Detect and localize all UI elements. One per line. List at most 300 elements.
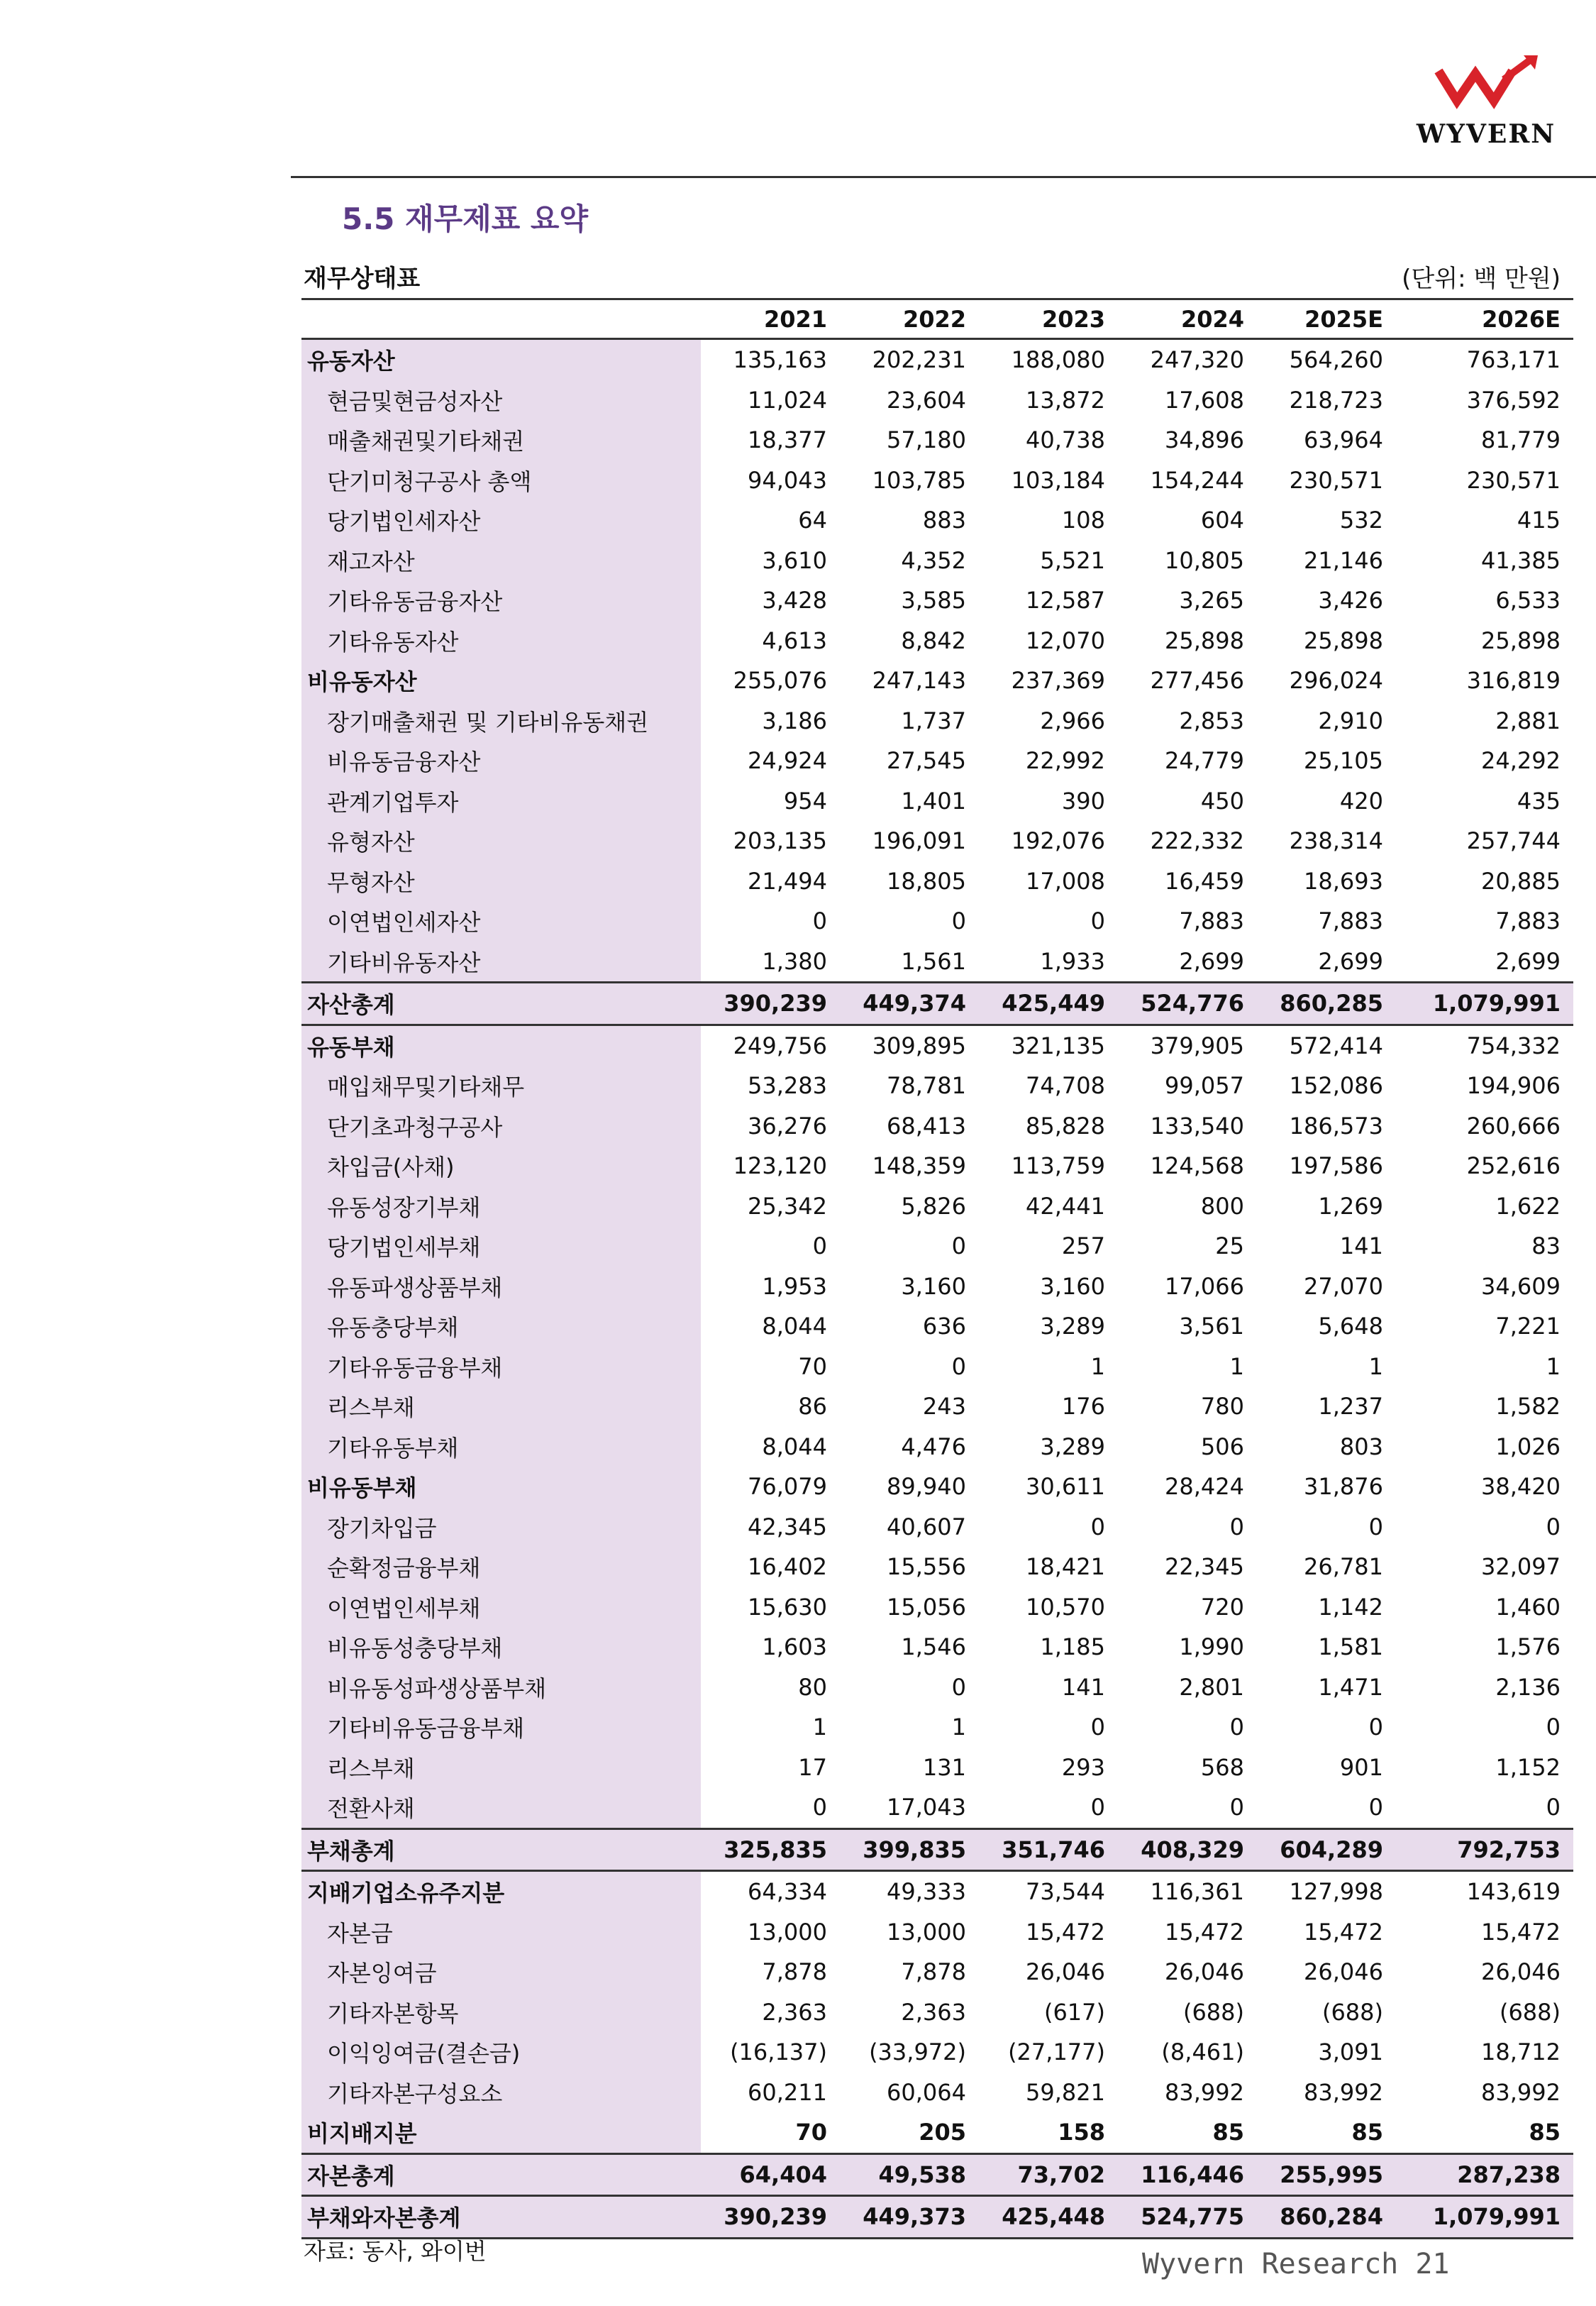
value-cell: 15,472 (1026, 1918, 1105, 1946)
row-label: 관계기업투자 (301, 781, 701, 822)
value-cell: 1 (1546, 1352, 1561, 1380)
value-cell: 1,737 (901, 707, 966, 734)
row-label: 당기법인세부채 (301, 1226, 701, 1267)
value-cell: 7,883 (1179, 907, 1244, 935)
value-cell: 22,992 (1026, 747, 1105, 775)
value-cell: 36,276 (748, 1112, 827, 1140)
row-label: 유동자산 (301, 339, 701, 380)
value-cell: 202,231 (872, 346, 966, 374)
value-cell: 1,079,991 (1396, 983, 1573, 1025)
value-cell: 247,320 (1150, 346, 1244, 374)
value-cell: 420 (1339, 787, 1383, 815)
value-cell: (688) (1499, 1998, 1561, 2026)
value-cell: 2,853 (1179, 707, 1244, 734)
value-cell: 27,545 (887, 747, 966, 775)
value-cell: 0 (1229, 1714, 1244, 1741)
value-cell: 1,622 (1495, 1192, 1561, 1220)
value-cell: 83 (1531, 1232, 1561, 1260)
row-label: 기타자본구성요소 (301, 2073, 701, 2113)
value-cell: 325,835 (701, 1828, 840, 1871)
value-cell: 13,000 (887, 1918, 966, 1946)
value-cell: 0 (812, 1232, 827, 1260)
column-header: 2022 (840, 299, 979, 339)
table-row (301, 1347, 1573, 1387)
value-cell: 13,000 (748, 1918, 827, 1946)
value-cell: 42,441 (1026, 1192, 1105, 1220)
value-cell: 64,404 (701, 2153, 840, 2196)
table-row (301, 741, 1573, 781)
row-label: 이연법인세자산 (301, 901, 701, 942)
value-cell: 1,953 (762, 1272, 827, 1300)
table-row (301, 1912, 1573, 1953)
value-cell: 17,043 (840, 1787, 979, 1828)
row-label: 차입금(사채) (301, 1146, 701, 1186)
value-cell: 255,076 (733, 667, 827, 695)
table-row (301, 1427, 1573, 1467)
value-cell: 1 (1229, 1352, 1244, 1380)
value-cell: (617) (1043, 1998, 1105, 2026)
value-cell: 379,905 (1150, 1032, 1244, 1059)
value-cell: 10,805 (1165, 546, 1244, 574)
value-cell: 1,603 (762, 1633, 827, 1661)
row-label: 기타유동금융자산 (301, 580, 701, 621)
row-label: 단기초과청구공사 (301, 1106, 701, 1147)
value-cell: 18,693 (1304, 867, 1383, 895)
value-cell: 2,699 (1257, 942, 1396, 983)
value-cell: 506 (1200, 1433, 1244, 1460)
source-note: 자료: 동사, 와이번 (304, 2238, 487, 2265)
value-cell: 15,472 (1165, 1918, 1244, 1946)
value-cell: 197,586 (1289, 1152, 1383, 1180)
row-label: 유동성장기부채 (301, 1186, 701, 1227)
row-label: 이익잉여금(결손금) (301, 2032, 701, 2073)
value-cell: 0 (1090, 1513, 1105, 1540)
value-cell: 287,238 (1396, 2153, 1573, 2196)
value-cell: 78,781 (887, 1072, 966, 1100)
value-cell: 63,964 (1304, 426, 1383, 454)
row-label: 기타유동금융부채 (301, 1347, 701, 1387)
value-cell: 15,630 (748, 1593, 827, 1621)
value-cell: 2,699 (1118, 942, 1257, 983)
row-label: 기타유동부채 (301, 1427, 701, 1467)
value-cell: 12,070 (1026, 627, 1105, 654)
table-row (301, 1828, 1573, 1871)
table-row (301, 942, 1573, 983)
table-row (301, 1507, 1573, 1548)
header-label-cell (301, 299, 701, 339)
value-cell: 20,885 (1481, 867, 1561, 895)
row-label: 단기미청구공사 총액 (301, 460, 701, 501)
value-cell: 32,097 (1481, 1553, 1561, 1581)
value-cell: 636 (922, 1313, 966, 1340)
value-cell: 230,571 (1289, 466, 1383, 494)
value-cell: 70 (798, 1352, 827, 1380)
value-cell: 1,581 (1318, 1633, 1383, 1661)
value-cell: 86 (798, 1393, 827, 1420)
value-cell: 1 (951, 1714, 966, 1741)
table-row (301, 781, 1573, 822)
value-cell: 252,616 (1466, 1152, 1561, 1180)
value-cell: 80 (798, 1673, 827, 1701)
table-row (301, 1226, 1573, 1267)
value-cell: 1,401 (901, 787, 966, 815)
value-cell: 4,613 (762, 627, 827, 654)
logo-text: WYVERN (1416, 119, 1556, 149)
value-cell: 0 (701, 1787, 840, 1828)
value-cell: 243 (922, 1393, 966, 1420)
column-header: 2025E (1257, 299, 1396, 339)
table-title: 재무상태표 (304, 265, 421, 293)
value-cell: 408,329 (1118, 1828, 1257, 1871)
value-cell: 148,359 (872, 1152, 966, 1180)
value-cell: 0 (951, 1232, 966, 1260)
value-cell: 60,064 (887, 2078, 966, 2106)
value-cell: 1,561 (840, 942, 979, 983)
value-cell: 524,775 (1118, 2196, 1257, 2239)
value-cell: 2,881 (1495, 707, 1561, 734)
value-cell: 4,476 (901, 1433, 966, 1460)
value-cell: (33,972) (869, 2039, 966, 2066)
value-cell: 425,448 (979, 2196, 1118, 2239)
value-cell: 0 (1396, 1787, 1573, 1828)
value-cell: 247,143 (872, 667, 966, 695)
value-cell: 1 (1090, 1352, 1105, 1380)
value-cell: 40,607 (887, 1513, 966, 1540)
value-cell: 27,070 (1304, 1272, 1383, 1300)
value-cell: 1,380 (701, 942, 840, 983)
value-cell: (688) (1182, 1998, 1244, 2026)
value-cell: 0 (1546, 1714, 1561, 1741)
value-cell: 1 (1368, 1352, 1383, 1380)
value-cell: 604,289 (1257, 1828, 1396, 1871)
column-header: 2024 (1118, 299, 1257, 339)
value-cell: 0 (1229, 1513, 1244, 1540)
value-cell: 316,819 (1466, 667, 1561, 695)
value-cell: 17,608 (1165, 386, 1244, 414)
value-cell: 1,460 (1495, 1593, 1561, 1621)
value-cell: 0 (979, 1787, 1118, 1828)
value-cell: 309,895 (872, 1032, 966, 1059)
value-cell: 141 (1339, 1232, 1383, 1260)
value-cell: 0 (1090, 907, 1105, 935)
row-label: 자본총계 (301, 2153, 701, 2196)
value-cell: 203,135 (733, 827, 827, 855)
column-header: 2023 (979, 299, 1118, 339)
table-row (301, 2196, 1573, 2239)
value-cell: 7,883 (1318, 907, 1383, 935)
value-cell: 196,091 (872, 827, 966, 855)
value-cell: 127,998 (1289, 1878, 1383, 1906)
table-row (301, 1146, 1573, 1186)
row-label: 이연법인세부채 (301, 1587, 701, 1628)
value-cell: 16,402 (748, 1553, 827, 1581)
value-cell: 3,426 (1318, 587, 1383, 614)
value-cell: 800 (1200, 1192, 1244, 1220)
value-cell: 4,352 (901, 546, 966, 574)
value-cell: 435 (1517, 787, 1561, 815)
wyvern-logo (1408, 55, 1564, 155)
row-label: 순확정금융부채 (301, 1547, 701, 1587)
table-row (301, 861, 1573, 902)
value-cell: 7,221 (1495, 1313, 1561, 1340)
value-cell: 13,872 (1026, 386, 1105, 414)
value-cell: 3,160 (1040, 1272, 1105, 1300)
value-cell: 2,136 (1495, 1673, 1561, 1701)
value-cell: 3,289 (1040, 1313, 1105, 1340)
table-row (301, 420, 1573, 460)
table-row (301, 1667, 1573, 1708)
value-cell: 194,906 (1466, 1072, 1561, 1100)
value-cell: 25,105 (1304, 747, 1383, 775)
table-row (301, 701, 1573, 741)
row-label: 비유동부채 (301, 1467, 701, 1507)
value-cell: 143,619 (1466, 1878, 1561, 1906)
value-cell: 218,723 (1289, 386, 1383, 414)
value-cell: 1,269 (1318, 1192, 1383, 1220)
value-cell: 103,785 (872, 466, 966, 494)
row-label: 비유동금융자산 (301, 741, 701, 781)
value-cell: 18,377 (748, 426, 827, 454)
value-cell: 2,801 (1179, 1673, 1244, 1701)
value-cell: 390 (1061, 787, 1105, 815)
value-cell: 3,091 (1318, 2039, 1383, 2066)
value-cell: 763,171 (1466, 346, 1561, 374)
value-cell: 64,334 (748, 1878, 827, 1906)
value-cell: 94,043 (748, 466, 827, 494)
value-cell: 26,046 (1304, 1958, 1383, 1986)
row-label: 유동파생상품부채 (301, 1267, 701, 1307)
value-cell: 449,374 (840, 983, 979, 1025)
value-cell: 124,568 (1150, 1152, 1244, 1180)
table-row (301, 339, 1573, 380)
value-cell: 23,604 (887, 386, 966, 414)
table-row (301, 2032, 1573, 2073)
value-cell: 3,561 (1179, 1313, 1244, 1340)
value-cell: 0 (951, 1673, 966, 1701)
table-row (301, 2073, 1573, 2113)
table-row (301, 1186, 1573, 1227)
value-cell: 255,995 (1257, 2153, 1396, 2196)
value-cell: 24,779 (1165, 747, 1244, 775)
value-cell: 1,546 (901, 1633, 966, 1661)
value-cell: 18,712 (1481, 2039, 1561, 2066)
table-header-row (301, 299, 1573, 339)
value-cell: 1,079,991 (1396, 2196, 1573, 2239)
row-label: 지배기업소유주지분 (301, 1871, 701, 1912)
row-label: 전환사채 (301, 1787, 701, 1828)
value-cell: 49,333 (887, 1878, 966, 1906)
page-footer: Wyvern Research 21 (1142, 2248, 1450, 2280)
value-cell: 7,883 (1495, 907, 1561, 935)
value-cell: (27,177) (1008, 2039, 1105, 2066)
value-cell: 3,585 (901, 587, 966, 614)
value-cell: 532 (1339, 507, 1383, 534)
value-cell: 1,933 (979, 942, 1118, 983)
table-row (301, 1952, 1573, 1992)
value-cell: 3,186 (762, 707, 827, 734)
value-cell: 18,805 (887, 867, 966, 895)
row-label: 기타자본항목 (301, 1992, 701, 2033)
value-cell: 205 (840, 2112, 979, 2153)
value-cell: 15,056 (887, 1593, 966, 1621)
table-row (301, 580, 1573, 621)
table-row (301, 1025, 1573, 1066)
value-cell: 24,924 (748, 747, 827, 775)
value-cell: 103,184 (1011, 466, 1105, 494)
value-cell: 3,428 (762, 587, 827, 614)
table-row (301, 1386, 1573, 1427)
value-cell: 780 (1200, 1393, 1244, 1420)
value-cell: 60,211 (748, 2078, 827, 2106)
value-cell: 2,363 (901, 1998, 966, 2026)
value-cell: 0 (1090, 1714, 1105, 1741)
value-cell: 415 (1517, 507, 1561, 534)
value-cell: 40,738 (1026, 426, 1105, 454)
value-cell: 257 (1061, 1232, 1105, 1260)
table-row (301, 1627, 1573, 1667)
value-cell: 188,080 (1011, 346, 1105, 374)
value-cell: 257,744 (1466, 827, 1561, 855)
value-cell: 1,471 (1318, 1673, 1383, 1701)
value-cell: 74,708 (1026, 1072, 1105, 1100)
value-cell: 1,582 (1495, 1393, 1561, 1420)
row-label: 비유동성충당부채 (301, 1627, 701, 1667)
row-label: 당기법인세자산 (301, 500, 701, 541)
value-cell: 901 (1339, 1753, 1383, 1781)
table-row (301, 2112, 1573, 2153)
value-cell: 26,046 (1165, 1958, 1244, 1986)
value-cell: 30,611 (1026, 1473, 1105, 1501)
header-rule (291, 176, 1596, 178)
value-cell: 85 (1257, 2112, 1396, 2153)
value-cell: 133,540 (1150, 1112, 1244, 1140)
table-row (301, 2153, 1573, 2196)
value-cell: 1,185 (1040, 1633, 1105, 1661)
value-cell: 238,314 (1289, 827, 1383, 855)
value-cell: 85 (1396, 2112, 1573, 2153)
value-cell: 860,284 (1257, 2196, 1396, 2239)
value-cell: 135,163 (733, 346, 827, 374)
value-cell: 0 (812, 907, 827, 935)
value-cell: 25,342 (748, 1192, 827, 1220)
value-cell: 21,494 (748, 867, 827, 895)
row-label: 기타비유동금융부채 (301, 1707, 701, 1748)
value-cell: 25,898 (1304, 627, 1383, 654)
value-cell: 860,285 (1257, 983, 1396, 1025)
value-cell: 59,821 (1026, 2078, 1105, 2106)
table-row (301, 1707, 1573, 1748)
value-cell: 564,260 (1289, 346, 1383, 374)
value-cell: 792,753 (1396, 1828, 1573, 1871)
value-cell: 73,702 (979, 2153, 1118, 2196)
value-cell: 108 (1061, 507, 1105, 534)
value-cell: 76,079 (748, 1473, 827, 1501)
value-cell: 10,570 (1026, 1593, 1105, 1621)
value-cell: 2,966 (1040, 707, 1105, 734)
row-label: 비유동성파생상품부채 (301, 1667, 701, 1708)
row-label: 자본잉여금 (301, 1952, 701, 1992)
value-cell: 152,086 (1289, 1072, 1383, 1100)
value-cell: 0 (951, 1352, 966, 1380)
value-cell: 81,779 (1481, 426, 1561, 454)
value-cell: 18,421 (1026, 1553, 1105, 1581)
unit-label: (단위: 백 만원) (1402, 265, 1561, 293)
value-cell: 5,648 (1318, 1313, 1383, 1340)
table-row (301, 1106, 1573, 1147)
value-cell: 3,160 (901, 1272, 966, 1300)
table-row (301, 1306, 1573, 1347)
value-cell: 64 (798, 507, 827, 534)
row-label: 부채와자본총계 (301, 2196, 701, 2239)
table-row (301, 1871, 1573, 1912)
table-row (301, 380, 1573, 421)
table-row (301, 1066, 1573, 1106)
value-cell: 15,472 (1304, 1918, 1383, 1946)
value-cell: 89,940 (887, 1473, 966, 1501)
value-cell: 720 (1200, 1593, 1244, 1621)
table-row (301, 1992, 1573, 2033)
value-cell: 7,878 (762, 1958, 827, 1986)
value-cell: 604 (1200, 507, 1244, 534)
value-cell: 176 (1061, 1393, 1105, 1420)
value-cell: 1,152 (1495, 1753, 1561, 1781)
table-row (301, 621, 1573, 661)
value-cell: 8,044 (762, 1313, 827, 1340)
value-cell: 25,898 (1165, 627, 1244, 654)
value-cell: 25 (1215, 1232, 1244, 1260)
value-cell: 26,046 (1026, 1958, 1105, 1986)
value-cell: 376,592 (1466, 386, 1561, 414)
value-cell: 24,292 (1481, 747, 1561, 775)
value-cell: 425,449 (979, 983, 1118, 1025)
value-cell: 34,896 (1165, 426, 1244, 454)
value-cell: 31,876 (1304, 1473, 1383, 1501)
value-cell: 85 (1118, 2112, 1257, 2153)
value-cell: 57,180 (887, 426, 966, 454)
value-cell: (8,461) (1161, 2039, 1244, 2066)
value-cell: 2,699 (1396, 942, 1573, 983)
row-label: 기타유동자산 (301, 621, 701, 661)
value-cell: 2,363 (762, 1998, 827, 2026)
value-cell: 237,369 (1011, 667, 1105, 695)
value-cell: 524,776 (1118, 983, 1257, 1025)
wyvern-logo-icon (1433, 55, 1539, 112)
table-row (301, 661, 1573, 701)
value-cell: 249,756 (733, 1032, 827, 1059)
row-label: 현금및현금성자산 (301, 380, 701, 421)
row-label: 리스부채 (301, 1386, 701, 1427)
value-cell: 26,046 (1481, 1958, 1561, 1986)
value-cell: 12,587 (1026, 587, 1105, 614)
value-cell: 17 (798, 1753, 827, 1781)
value-cell: 260,666 (1466, 1112, 1561, 1140)
table-row (301, 901, 1573, 942)
value-cell: 3,610 (762, 546, 827, 574)
value-cell: 131 (922, 1753, 966, 1781)
value-cell: 3,289 (1040, 1433, 1105, 1460)
value-cell: 68,413 (887, 1112, 966, 1140)
value-cell: 49,538 (840, 2153, 979, 2196)
value-cell: 293 (1061, 1753, 1105, 1781)
value-cell: 321,135 (1011, 1032, 1105, 1059)
value-cell: 1,576 (1495, 1633, 1561, 1661)
value-cell: 8,044 (762, 1433, 827, 1460)
table-row (301, 1587, 1573, 1628)
row-label: 무형자산 (301, 861, 701, 902)
value-cell: 277,456 (1150, 667, 1244, 695)
value-cell: 954 (783, 787, 827, 815)
value-cell: 6,533 (1495, 587, 1561, 614)
